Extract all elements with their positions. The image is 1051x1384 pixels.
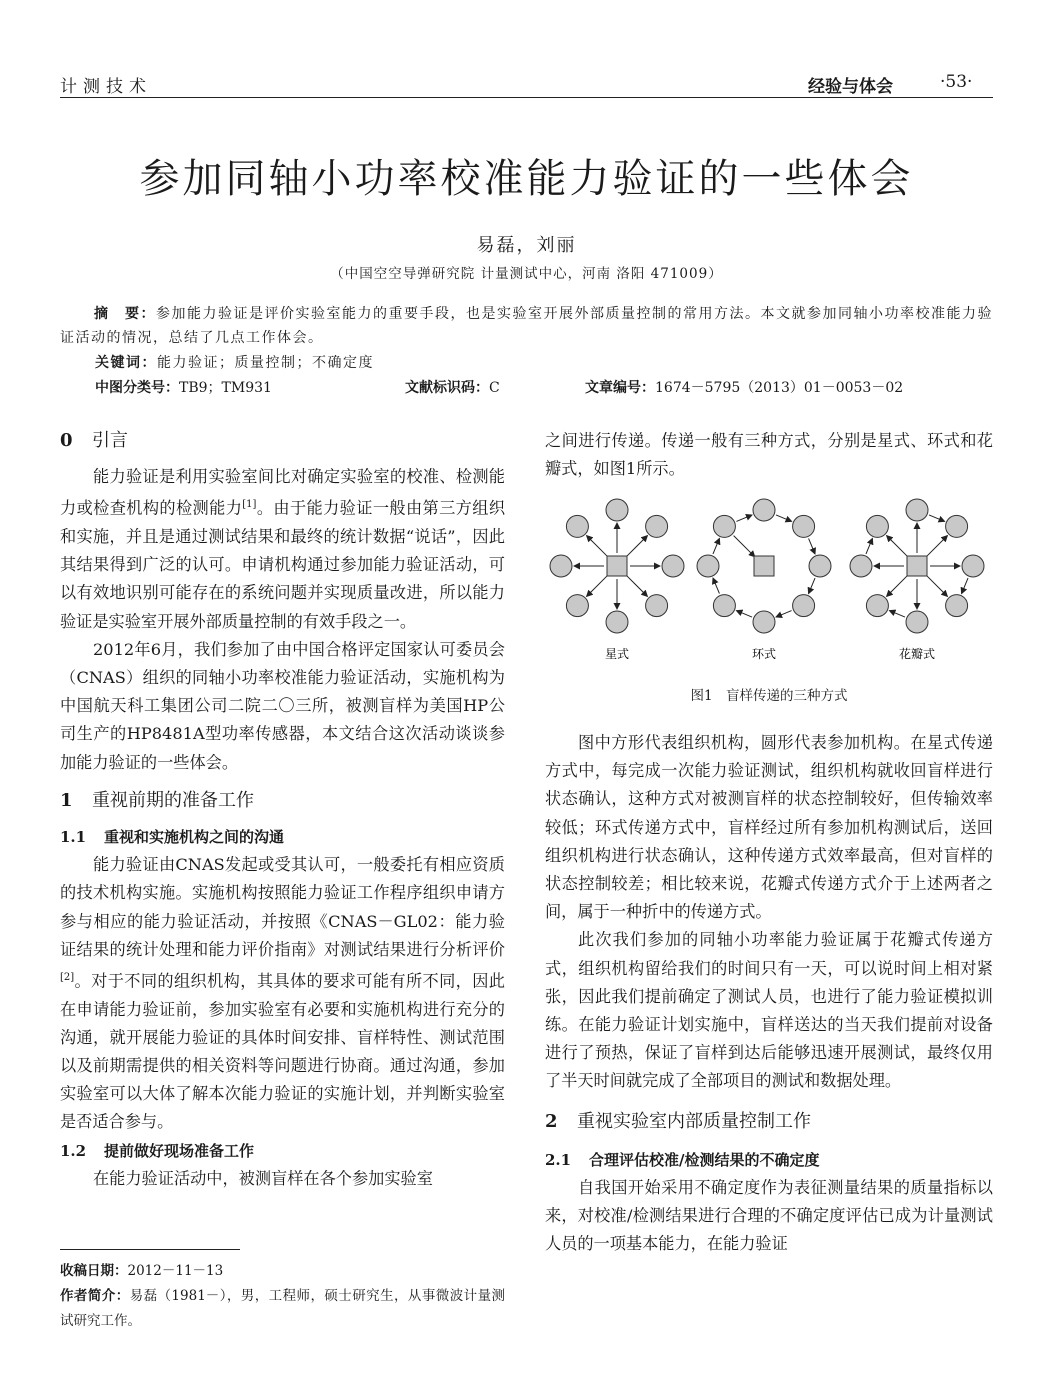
left-column bbox=[60, 427, 505, 1193]
section-number: 1.1 bbox=[60, 828, 87, 847]
section-title: 提前做好现场准备工作 bbox=[104, 1141, 255, 1160]
article-affiliation: （中国空空导弹研究院 计量测试中心，河南 洛阳 471009） bbox=[330, 266, 723, 282]
participant-circle bbox=[753, 611, 775, 633]
bio-text: 易磊（1981－），男，工程师，硕士研究生，从事微波计量测试研究工作。 bbox=[60, 1288, 506, 1329]
abstract-text: 参加能力验证是评价实验室能力的重要手段，也是实验室开展外部质量控制的常用方法。本文就参加同轴小功率校准能力验证活动的情况，总结了几点工作体会。 bbox=[60, 306, 993, 346]
transfer-arrow bbox=[926, 575, 947, 596]
transfer-arrow bbox=[887, 575, 908, 596]
participant-circle bbox=[866, 515, 888, 537]
participant-circle bbox=[697, 555, 719, 577]
section-0-heading bbox=[60, 427, 505, 455]
paragraph bbox=[60, 851, 505, 1136]
paragraph-text: 。由于能力验证一般由第三方组织和实施，并且是通过测试结果和最终的统计数据“说话”，因此其结果得到广泛的认可。申请机构通过参加能力验证活动，可以有效地识别可能存在的系统问题并实现质量改进，所以能力验证是实验室开展外部质量控制的有效手段之一。 bbox=[60, 498, 506, 631]
organizer-square bbox=[907, 556, 927, 576]
paragraph: 自我国开始采用不确定度作为表征测量结果的质量指标以来，对校准/检测结果进行合理的不确定度评估已成为计量测试人员的一项基本能力，在能力验证 bbox=[545, 1178, 993, 1254]
paragraph: 在能力验证活动中，被测盲样在各个参加实验室 bbox=[93, 1168, 433, 1188]
organizer-square bbox=[754, 556, 774, 576]
paragraph: 此次我们参加的同轴小功率能力验证属于花瓣式传递方式，组织机构留给我们的时间只有一天，可以说时间上相对紧张，因此我们提前确定了测试人员，也进行了能力验证模拟训练。在能力验证计划实施中，盲样送达的当天我们提前对设备进行了预热，保证了盲样到达后能够迅速开展测试，最终仅用了半天时间就完成了全部项目的测试和数据处理。 bbox=[545, 930, 993, 1091]
transfer-arrow bbox=[809, 538, 815, 554]
participant-circle bbox=[646, 595, 668, 617]
section-title: 重视前期的准备工作 bbox=[92, 789, 254, 811]
section-number: 1.2 bbox=[60, 1141, 87, 1160]
participant-circle bbox=[946, 515, 968, 537]
participant-circle bbox=[566, 515, 588, 537]
participant-circle bbox=[946, 595, 968, 617]
citation: [2] bbox=[60, 972, 75, 984]
keywords bbox=[95, 352, 374, 372]
abstract bbox=[60, 302, 993, 350]
article-authors: 易磊，刘丽 bbox=[476, 235, 577, 256]
section-title: 重视实验室内部质量控制工作 bbox=[577, 1110, 811, 1132]
participant-circle bbox=[713, 595, 735, 617]
transfer-arrow bbox=[889, 611, 905, 617]
article-number bbox=[585, 377, 903, 397]
transfer-arrow bbox=[587, 536, 608, 557]
transfer-arrow bbox=[626, 575, 647, 596]
paragraph: 图中方形代表组织机构，圆形代表参加机构。在星式传递方式中，每完成一次能力验证测试，组织机构就收回盲样进行状态确认，这种方式对被测盲样的状态控制较好，但传输效率较低；环式传递方式中，盲样经过所有参加机构测试后，送回组织机构进行状态确认，这种传递方式效率最高，但对盲样的状态控制较差；相比较来说，花瓣式传递方式介于上述两者之间，属于一种折中的传递方式。 bbox=[545, 733, 993, 922]
participant-circle bbox=[793, 515, 815, 537]
participant-circle bbox=[662, 555, 684, 577]
section-number: 2.1 bbox=[545, 1150, 572, 1169]
right-column-bottom bbox=[545, 729, 993, 1259]
transfer-arrow bbox=[713, 578, 719, 594]
paragraph-text: 能力验证由CNAS发起或受其认可，一般委托有相应资质的技术机构实施。实施机构按照能力验证工作程序组织申请方参与相应的能力验证活动，并按照《CNAS－GL02：能力验证结果的统计处理和能力评价指南》对测试结果进行分析评价 bbox=[60, 855, 505, 959]
transfer-arrow bbox=[926, 536, 947, 557]
keywords-label: 关键词： bbox=[95, 355, 157, 371]
transfer-arrow bbox=[587, 575, 608, 596]
section-title: 重视和实施机构之间的沟通 bbox=[104, 828, 285, 847]
section-2-1-heading bbox=[545, 1146, 993, 1174]
participant-circle bbox=[753, 499, 775, 521]
transfer-arrow bbox=[887, 536, 908, 557]
participant-circle bbox=[606, 499, 628, 521]
transfer-arrow bbox=[736, 515, 752, 521]
figure-label-ring: 环式 bbox=[751, 647, 777, 661]
clc-number bbox=[95, 377, 272, 397]
participant-circle bbox=[793, 595, 815, 617]
section-number: 2 bbox=[545, 1110, 558, 1132]
section-title: 引言 bbox=[92, 430, 128, 451]
paragraph-text: 。对于不同的组织机构，其具体的要求可能有所不同，因此在申请能力验证前，参加实验室有必要和实施机构进行充分的沟通，就开展能力验证的具体时间安排、盲样特性、测试范围以及前期需提供的相关资料等问题进行协商。通过沟通，参加实验室可以大体了解本次能力验证的实施计划，并判断实验室是否适合参与。 bbox=[60, 971, 505, 1132]
section-title: 合理评估校准/检测结果的不确定度 bbox=[589, 1150, 820, 1169]
transfer-arrow bbox=[776, 611, 792, 617]
participant-circle bbox=[606, 611, 628, 633]
header-rule bbox=[60, 97, 993, 98]
section-1-1-heading bbox=[60, 823, 505, 851]
received-label: 收稿日期： bbox=[60, 1263, 128, 1279]
journal-name: 计测技术 bbox=[60, 77, 152, 97]
article-number-label: 文章编号： bbox=[585, 380, 655, 396]
right-column-top bbox=[545, 427, 993, 483]
paragraph-text: 能力验证是利用实验室间比对确定实验室的校准、检测能力或检查机构的检测能力 bbox=[60, 467, 505, 518]
figure-label-star: 星式 bbox=[604, 647, 630, 661]
participant-circle bbox=[809, 555, 831, 577]
participant-circle bbox=[550, 555, 572, 577]
transfer-arrow bbox=[713, 538, 719, 554]
section-1-heading bbox=[60, 787, 505, 815]
section-2-heading bbox=[545, 1108, 993, 1136]
abstract-label: 摘 要： bbox=[94, 306, 156, 322]
clc-label: 中图分类号： bbox=[95, 380, 179, 396]
citation: [1] bbox=[242, 499, 257, 511]
section-number: 1 bbox=[60, 789, 73, 811]
author-bio bbox=[60, 1284, 505, 1334]
clc-value: TB9；TM931 bbox=[179, 380, 272, 396]
section-name: 经验与体会 bbox=[808, 77, 893, 97]
participant-circle bbox=[850, 555, 872, 577]
article-title: 参加同轴小功率校准能力验证的一些体会 bbox=[139, 156, 914, 202]
figure-caption: 图1 盲样传递的三种方式 bbox=[690, 688, 848, 704]
bio-label: 作者简介： bbox=[60, 1288, 130, 1304]
doc-code-label: 文献标识码： bbox=[405, 380, 489, 396]
page-number: ·53· bbox=[940, 72, 973, 92]
doc-code-value: C bbox=[489, 380, 500, 396]
participant-circle bbox=[906, 499, 928, 521]
figure-label-petal: 花瓣式 bbox=[898, 647, 936, 661]
organizer-square bbox=[607, 556, 627, 576]
article-number-value: 1674－5795（2013）01－0053－02 bbox=[655, 380, 904, 396]
footnote-rule bbox=[60, 1249, 240, 1250]
paragraph: 之间进行传递。传递一般有三种方式，分别是星式、环式和花瓣式，如图1所示。 bbox=[545, 431, 993, 479]
paragraph: 2012年6月，我们参加了由中国合格评定国家认可委员会（CNAS）组织的同轴小功率校准能力验证活动，实施机构为中国航天科工集团公司二院二〇三所，被测盲样为美国HP公司生产的HP8481A型功率传感器，本文结合这次活动谈谈参加能力验证的一些体会。 bbox=[60, 639, 505, 772]
participant-circle bbox=[906, 611, 928, 633]
keywords-text: 能力验证；质量控制；不确定度 bbox=[157, 355, 374, 371]
footnote bbox=[60, 1259, 505, 1334]
transfer-arrow bbox=[734, 536, 755, 557]
doc-code bbox=[405, 377, 500, 397]
transfer-arrow bbox=[929, 515, 945, 521]
received-date bbox=[60, 1259, 505, 1284]
transfer-arrow bbox=[962, 578, 968, 594]
participant-circle bbox=[866, 595, 888, 617]
transfer-arrow bbox=[736, 611, 752, 617]
transfer-arrow bbox=[776, 515, 792, 521]
section-1-2-heading bbox=[60, 1137, 505, 1165]
paragraph bbox=[60, 463, 505, 636]
transfer-modes-figure bbox=[545, 490, 993, 670]
participant-circle bbox=[962, 555, 984, 577]
participant-circle bbox=[646, 515, 668, 537]
transfer-arrow bbox=[809, 578, 815, 594]
section-number: 0 bbox=[60, 430, 73, 451]
participant-circle bbox=[713, 515, 735, 537]
received-value: 2012－11－13 bbox=[127, 1263, 224, 1279]
transfer-arrow bbox=[866, 538, 872, 554]
transfer-arrow bbox=[626, 536, 647, 557]
participant-circle bbox=[566, 595, 588, 617]
